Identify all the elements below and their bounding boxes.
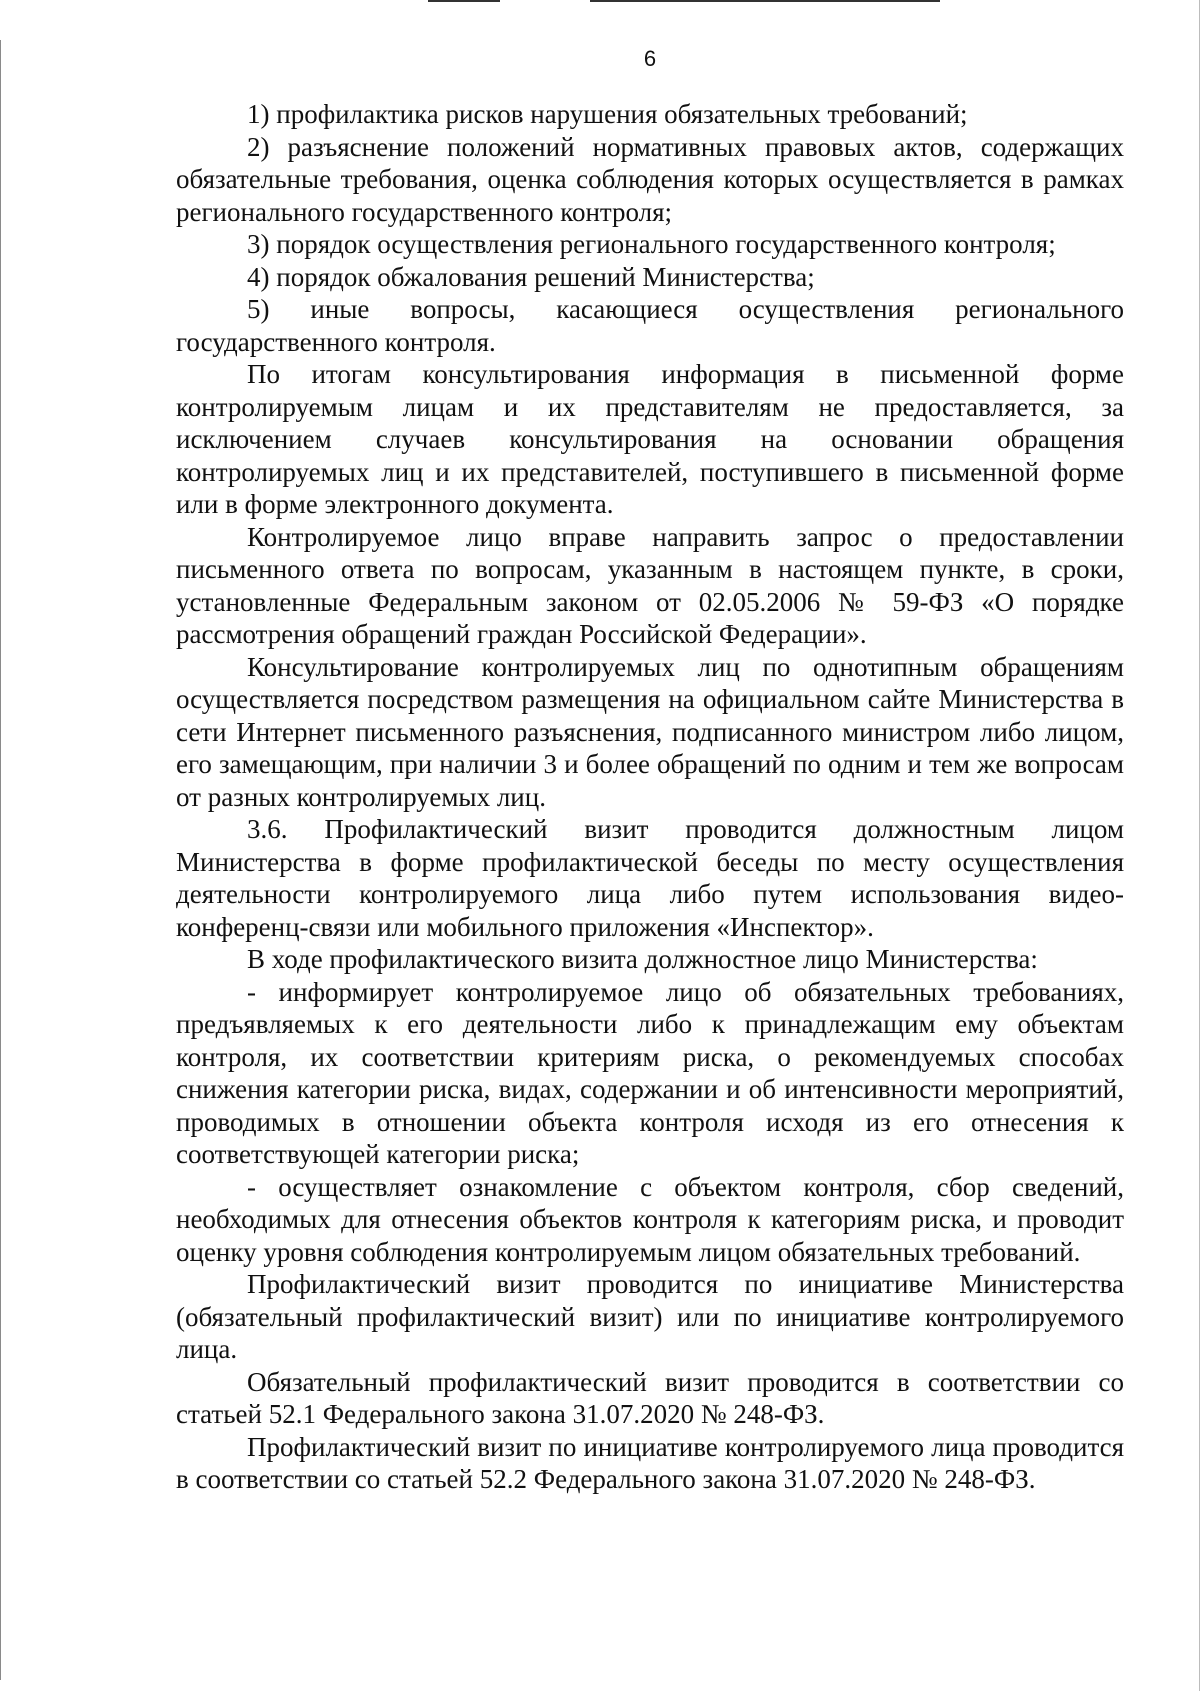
list-item-4: 4) порядок обжалования решений Министерства; bbox=[247, 261, 815, 292]
list-item-1: 1) профилактика рисков нарушения обязательных требований; bbox=[247, 99, 968, 129]
bullet-item: - информирует контролируемое лицо об обязательных требованиях, предъявляемых к его деятельности либо к принадлежащим ему объектам контроля, их соответствии критериям риска, о рекомендуемых способах снижения категории риска, видах, содержании и об интенсивности мероприятий, проводимых в отношении объекта контроля исходя из его отнесения к соответствующей категории риска; bbox=[176, 976, 1124, 1169]
paragraph: По итогам консультирования информация в письменной форме контролируемым лицам и их представителям не предоставляется, за исключением случаев консультирования на основании обращения контролируемых лиц и их представителей, поступившего в письменной форме или в форме электронного документа. bbox=[176, 359, 1124, 519]
list-item-3: 3) порядок осуществления регионального государственного контроля; bbox=[247, 229, 1056, 259]
section-3-6-paragraph: 3.6. Профилактический визит проводится должностным лицом Министерства в форме профилактической беседы по месту осуществления деятельности контролируемого лица либо путем использования видео-конференц-связи или мобильного приложения «Инспектор». bbox=[176, 814, 1124, 942]
paragraph: Контролируемое лицо вправе направить запрос о предоставлении письменного ответа по вопросам, указанным в настоящем пункте, в сроки, установленные Федеральным законом от 02.05.2006 № 59-ФЗ «О порядке рассмотрения обращений граждан Российской Федерации». bbox=[176, 521, 1124, 649]
list-item-5: 5) иные вопросы, касающиеся осуществления регионального государственного контроля. bbox=[176, 294, 1124, 357]
paragraph: Профилактический визит по инициативе контролируемого лица проводится в соответствии со статьей 52.2 Федерального закона 31.07.2020 № 248-ФЗ. bbox=[176, 1431, 1124, 1494]
page-number: 6 bbox=[643, 46, 657, 71]
paragraph: Профилактический визит проводится по инициативе Министерства (обязательный профилактический визит) или по инициативе контролируемого лица. bbox=[176, 1269, 1124, 1364]
list-item-2: 2) разъяснение положений нормативных правовых актов, содержащих обязательные требования, оценка соблюдения которых осуществляется в рамках регионального государственного контроля; bbox=[176, 131, 1124, 227]
scan-edge-left bbox=[0, 40, 1, 1680]
top-rule bbox=[590, 0, 940, 2]
top-rule bbox=[428, 0, 500, 2]
paragraph: Консультирование контролируемых лиц по однотипным обращениям осуществляется посредством размещения на официальном сайте Министерства в сети Интернет письменного разъяснения, подписанного министром либо лицом, его замещающим, при наличии 3 и более обращений по одним и тем же вопросам от разных контролируемых лиц. bbox=[176, 651, 1124, 812]
bullet-item: - осуществляет ознакомление с объектом контроля, сбор сведений, необходимых для отнесения объектов контроля к категориям риска, и проводит оценку уровня соблюдения контролируемым лицом обязательных требований. bbox=[176, 1171, 1124, 1267]
document-body bbox=[176, 98, 1124, 1496]
paragraph: Обязательный профилактический визит проводится в соответствии со статьей 52.1 Федерального закона 31.07.2020 № 248-ФЗ. bbox=[176, 1366, 1124, 1429]
paragraph: В ходе профилактического визита должностное лицо Министерства: bbox=[247, 944, 1038, 974]
